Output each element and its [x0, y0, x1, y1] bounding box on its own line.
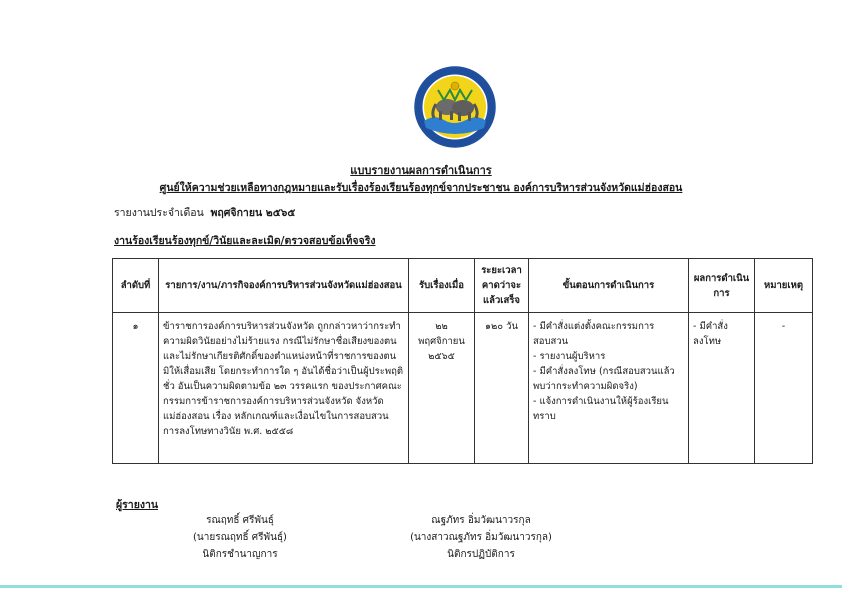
received-year: ๒๕๖๕: [428, 351, 455, 362]
row-result: - มีคำสั่งลงโทษ: [689, 313, 755, 464]
header-duration: ระยะเวลาคาดว่าจะแล้วเสร็จ: [475, 259, 529, 313]
report-subtitle: ศูนย์ให้ความช่วยเหลือทางกฎหมายและรับเรื่องร้องเรียนร้องทุกข์จากประชาชน องค์การบริหารส่วนจังหวัดแม่ฮ่องสอน: [159, 182, 683, 194]
table-row: [113, 313, 813, 464]
report-month: [114, 204, 295, 221]
row-remark: -: [755, 313, 813, 464]
reporter-heading: ผู้รายงาน: [116, 499, 159, 511]
step-item: - มีคำสั่งแต่งตั้งคณะกรรมการสอบสวน: [533, 321, 655, 347]
header-remark: หมายเหตุ: [755, 259, 813, 313]
received-day: ๒๒: [435, 321, 448, 332]
row-no: ๑: [113, 313, 159, 464]
signer-name: (นายรณฤทธิ์ ศรีพันธุ์): [193, 532, 287, 543]
report-title: แบบรายงานผลการดำเนินการ: [350, 164, 492, 177]
header-no: ลำดับที่: [113, 259, 159, 313]
signer-name: (นางสาวณฐภัทร อิ่มวัฒนาวรกุล): [410, 532, 552, 543]
report-month-label: รายงานประจำเดือน: [114, 207, 204, 219]
report-month-value: พฤศจิกายน ๒๕๖๕: [210, 207, 296, 219]
header-result: ผลการดำเนินการ: [689, 259, 755, 313]
step-item: - แจ้งการดำเนินงานให้ผู้ร้องเรียนทราบ: [533, 396, 669, 422]
bottom-rule: [0, 585, 842, 588]
row-duration: ๑๒๐ วัน: [475, 313, 529, 464]
organization-emblem: [414, 66, 496, 148]
table-header-row: [113, 259, 813, 313]
step-item: - มีคำสั่งลงโทษ (กรณีสอบสวนแล้วพบว่ากระทำความผิดจริง): [533, 366, 675, 392]
row-steps: [529, 313, 689, 464]
signer-signature: ณฐภัทร อิ่มวัฒนาวรกุล: [431, 515, 531, 526]
header-steps: ขั้นตอนการดำเนินการ: [529, 259, 689, 313]
row-item: ข้าราชการองค์การบริหารส่วนจังหวัด ถูกกล่าวหาว่ากระทำความผิดวินัยอย่างไม่ร้ายแรง กรณีไม่รักษาชื่อเสียงของตน และไม่รักษาเกียรติศักดิ์ของตำแหน่งหน้าที่ราชการของตน มิให้เสื่อมเสีย โดยกระทำการใด ๆ อันได้ชื่อว่าเป็นผู้ประพฤติชั่ว อันเป็นความผิดตามข้อ ๒๓ วรรคแรก ของประกาศคณะกรรมการข้าราชการองค์การบริหารส่วนจังหวัด จังหวัดแม่ฮ่องสอน เรื่อง หลักเกณฑ์และเงื่อนไขในการสอบสวนการลงโทษทางวินัย พ.ศ. ๒๕๕๘: [159, 313, 409, 464]
signer-block: [140, 512, 340, 563]
signer-signature: รณฤทธิ์ ศรีพันธุ์: [206, 515, 274, 526]
received-month: พฤศจิกายน: [418, 336, 465, 347]
header-received: รับเรื่องเมื่อ: [409, 259, 475, 313]
step-item: - รายงานผู้บริหาร: [533, 351, 606, 362]
section-title: งานร้องเรียนร้องทุกข์/วินัยและละเมิด/ตรวจสอบข้อเท็จจริง: [114, 235, 376, 247]
report-table: [112, 258, 813, 464]
row-received: [409, 313, 475, 464]
signer-position: นิติกรชำนาญการ: [202, 549, 278, 560]
signer-block: [381, 512, 581, 563]
signer-position: นิติกรปฏิบัติการ: [447, 549, 515, 560]
header-item: รายการ/งาน/ภารกิจองค์การบริหารส่วนจังหวัดแม่ฮ่องสอน: [159, 259, 409, 313]
